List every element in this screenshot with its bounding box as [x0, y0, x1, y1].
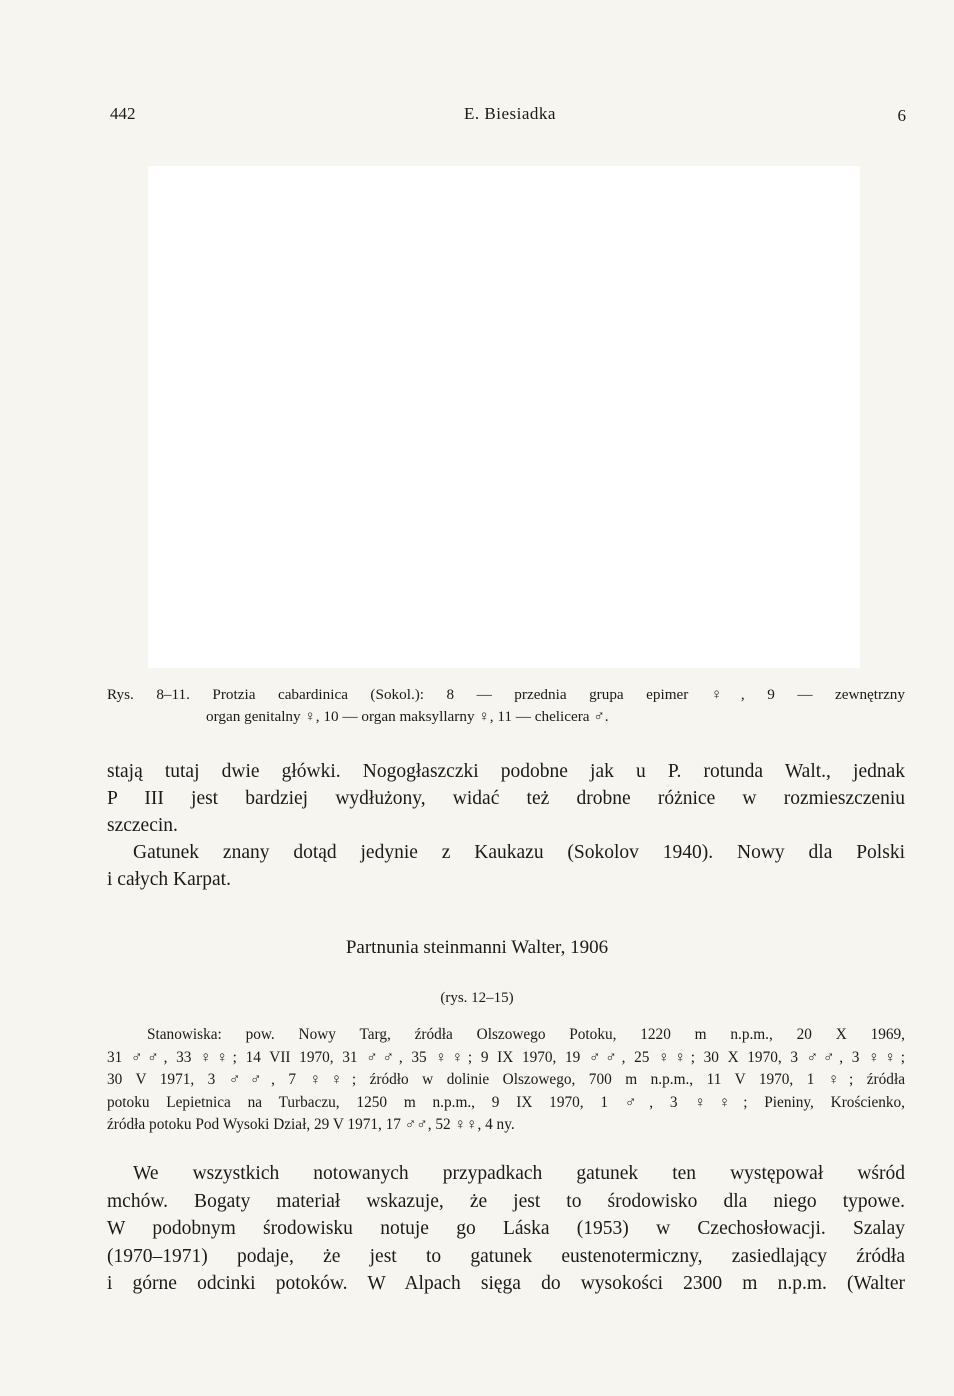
page-header [110, 104, 910, 132]
body-text-top [107, 758, 905, 893]
figure-caption [107, 684, 905, 728]
body-text-bottom [107, 1160, 905, 1298]
stations-line-3: 30 V 1971, 3 ♂♂, 7 ♀♀; źródło w dolinie Olszowego, 700 m n.p.m., 11 V 1970, 1 ♀; źródła [107, 1071, 905, 1089]
body-top-line-1: stają tutaj dwie główki. Nogogłaszczki podobne jak u P. rotunda Walt., jednak [107, 761, 905, 782]
body-bottom-line-1: We wszystkich notowanych przypadkach gatunek ten występował wśród [133, 1163, 905, 1184]
page-number: 442 [110, 104, 136, 123]
stations-line-2: 31 ♂♂, 33 ♀♀; 14 VII 1970, 31 ♂♂, 35 ♀♀; 9 IX 1970, 19 ♂♂, 25 ♀♀; 30 X 1970, 3 ♂♂, 3 ♀♀; [107, 1048, 905, 1066]
stations-paragraph [107, 1024, 905, 1137]
body-bottom-line-4: (1970–1971) podaje, że jest to gatunek eustenotermiczny, zasiedlający źródła [107, 1245, 905, 1267]
body-top-line-4: Gatunek znany dotąd jedynie z Kaukazu (Sokolov 1940). Nowy dla Polski [133, 842, 905, 863]
stations-line-4: potoku Lepietnica na Turbaczu, 1250 m n.p.m., 9 IX 1970, 1 ♂, 3 ♀♀; Pieniny, Krościenko, [107, 1093, 905, 1111]
figure-blank-area [148, 166, 860, 668]
body-top-line-2: P III jest bardziej wydłużony, widać też drobne różnice w rozmieszczeniu [107, 788, 905, 809]
sheet-number: 6 [897, 106, 906, 125]
stations-line-1: Stanowiska: pow. Nowy Targ, źródła Olszowego Potoku, 1220 m n.p.m., 20 X 1969, [147, 1026, 905, 1043]
body-top-line-5: i całych Karpat. [107, 869, 231, 890]
stations-line-5: źródła potoku Pod Wysoki Dział, 29 V 1971, 17 ♂♂, 52 ♀♀, 4 ny. [107, 1116, 515, 1134]
caption-line-1: Rys. 8–11. Protzia cabardinica (Sokol.): 8 — przednia grupa epimer ♀, 9 — zewnętrzny [107, 686, 905, 703]
species-heading: Partnunia steinmanni Walter, 1906 [345, 937, 609, 958]
caption-line-2: organ genitalny ♀, 10 — organ maksyllarny ♀, 11 — chelicera ♂. [206, 708, 609, 725]
body-bottom-line-5: i górne odcinki potoków. W Alpach sięga do wysokości 2300 m n.p.m. (Walter [107, 1273, 905, 1294]
species-figure-ref: (rys. 12–15) [440, 990, 514, 1006]
body-bottom-line-2: mchów. Bogaty materiał wskazuje, że jest to środowisko dla niego typowe. [107, 1190, 905, 1212]
body-bottom-line-3: W podobnym środowisku notuje go Láska (1953) w Czechosłowacji. Szalay [107, 1218, 905, 1239]
running-head-author: E. Biesiadka [464, 104, 556, 123]
body-top-line-3: szczecin. [107, 815, 178, 836]
